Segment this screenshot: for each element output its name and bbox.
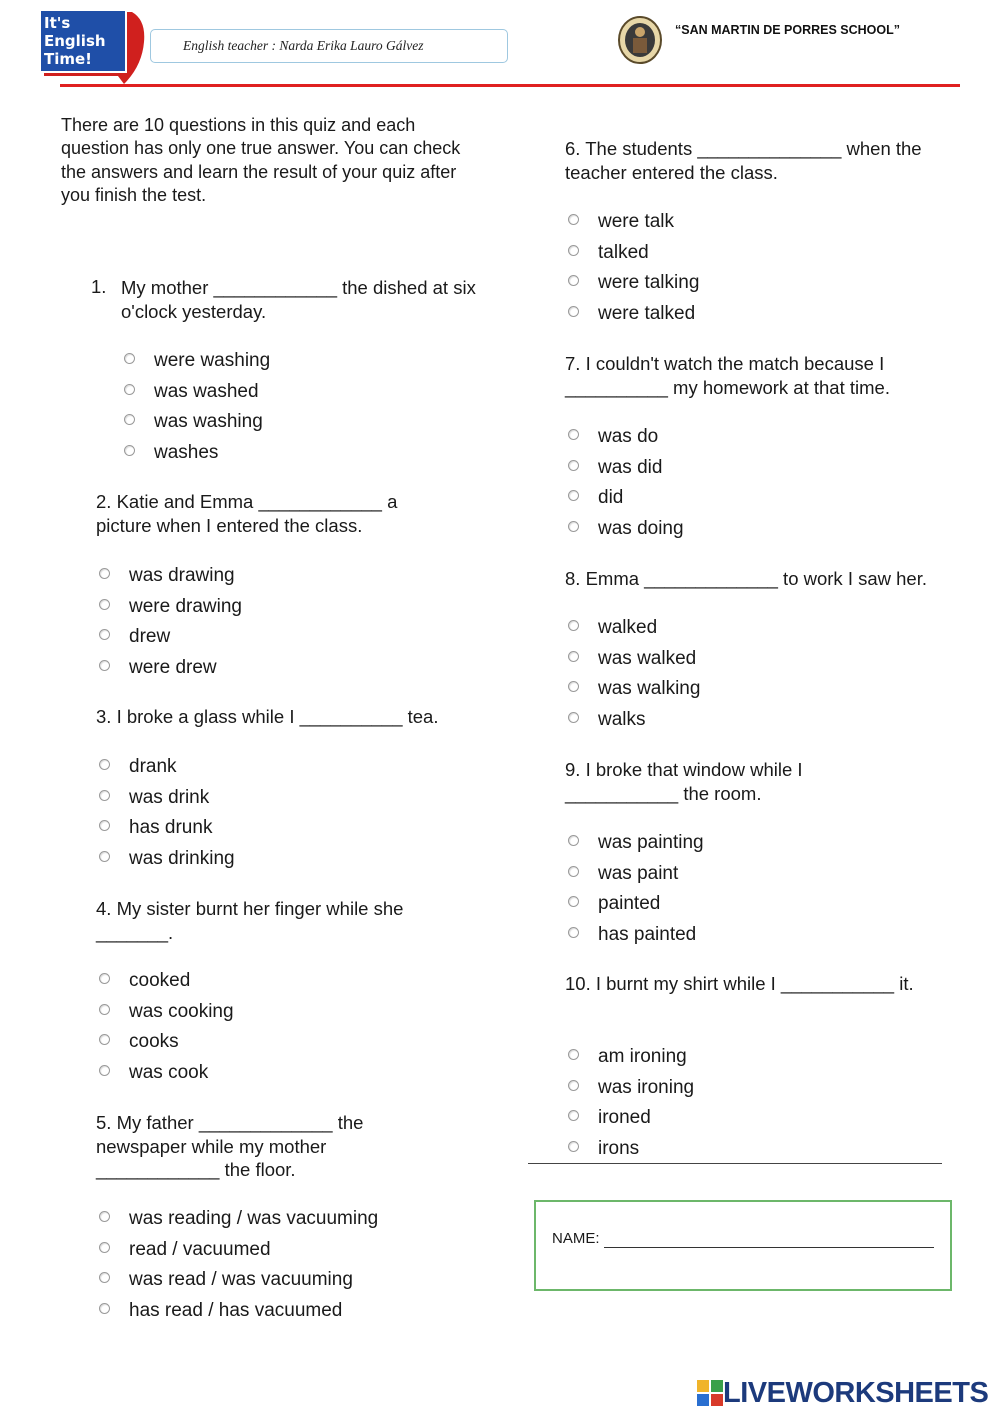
question-5-options: [99, 1208, 378, 1330]
question-8-options: [568, 617, 700, 739]
name-box: [534, 1200, 952, 1291]
radio-icon[interactable]: [99, 1272, 110, 1283]
header-divider: [60, 84, 960, 87]
option[interactable]: painted: [568, 893, 704, 924]
radio-icon[interactable]: [99, 759, 110, 770]
question-4-options: [99, 970, 234, 1092]
radio-icon[interactable]: [568, 275, 579, 286]
radio-icon[interactable]: [124, 414, 135, 425]
question-2-text: 2. Katie and Emma ____________ a picture when I entered the class.: [96, 491, 398, 536]
option[interactable]: washes: [124, 442, 270, 473]
radio-icon[interactable]: [568, 681, 579, 692]
radio-icon[interactable]: [568, 712, 579, 723]
option[interactable]: was drink: [99, 787, 235, 818]
svg-text:It's: It's: [44, 14, 71, 32]
radio-icon[interactable]: [568, 866, 579, 877]
radio-icon[interactable]: [99, 568, 110, 579]
option[interactable]: has painted: [568, 924, 704, 955]
option[interactable]: walked: [568, 617, 700, 648]
question-6-options: [568, 211, 699, 333]
option[interactable]: was ironing: [568, 1077, 694, 1108]
option[interactable]: were talking: [568, 272, 699, 303]
option[interactable]: was drinking: [99, 848, 235, 879]
option[interactable]: was washed: [124, 381, 270, 412]
option[interactable]: was doing: [568, 518, 684, 549]
liveworksheets-icon: [697, 1380, 723, 1406]
its-english-time-logo: [40, 10, 150, 86]
option[interactable]: were talked: [568, 303, 699, 334]
radio-icon[interactable]: [568, 620, 579, 631]
question-3-options: [99, 756, 235, 878]
option[interactable]: was paint: [568, 863, 704, 894]
option[interactable]: talked: [568, 242, 699, 273]
radio-icon[interactable]: [124, 445, 135, 456]
question-7: [565, 352, 935, 399]
option[interactable]: was walking: [568, 678, 700, 709]
school-seal-icon: [617, 15, 663, 65]
option[interactable]: were washing: [124, 350, 270, 381]
question-8-text: 8. Emma _____________ to work I saw her.: [565, 568, 927, 589]
radio-icon[interactable]: [568, 460, 579, 471]
question-7-text: 7. I couldn't watch the match because I __________ my homework at that time.: [565, 353, 890, 398]
option[interactable]: did: [568, 487, 684, 518]
option[interactable]: drank: [99, 756, 235, 787]
question-2-options: [99, 565, 242, 687]
radio-icon[interactable]: [99, 1211, 110, 1222]
radio-icon[interactable]: [568, 896, 579, 907]
radio-icon[interactable]: [99, 629, 110, 640]
option[interactable]: was read / was vacuuming: [99, 1269, 378, 1300]
option[interactable]: were drawing: [99, 596, 242, 627]
question-3: [96, 705, 496, 729]
radio-icon[interactable]: [568, 1110, 579, 1121]
radio-icon[interactable]: [568, 245, 579, 256]
question-6: [565, 137, 935, 184]
option[interactable]: was cooking: [99, 1001, 234, 1032]
question-9-options: [568, 832, 704, 954]
option[interactable]: has read / has vacuumed: [99, 1300, 378, 1331]
option[interactable]: was drawing: [99, 565, 242, 596]
radio-icon[interactable]: [99, 1034, 110, 1045]
question-1-options: [124, 350, 270, 472]
radio-icon[interactable]: [568, 521, 579, 532]
option[interactable]: was do: [568, 426, 684, 457]
option[interactable]: was did: [568, 457, 684, 488]
radio-icon[interactable]: [568, 1141, 579, 1152]
option[interactable]: drew: [99, 626, 242, 657]
teacher-name: English teacher : Narda Erika Lauro Gálvez: [183, 38, 424, 53]
svg-text:English: English: [44, 32, 106, 50]
liveworksheets-logo: [697, 1376, 988, 1410]
radio-icon[interactable]: [99, 1065, 110, 1076]
question-7-options: [568, 426, 684, 548]
option[interactable]: was cook: [99, 1062, 234, 1093]
option[interactable]: were drew: [99, 657, 242, 688]
option[interactable]: cooked: [99, 970, 234, 1001]
name-input[interactable]: [604, 1247, 934, 1248]
question-10-text: 10. I burnt my shirt while I ___________ it.: [565, 973, 914, 994]
option[interactable]: were talk: [568, 211, 699, 242]
option[interactable]: am ironing: [568, 1046, 694, 1077]
option[interactable]: has drunk: [99, 817, 235, 848]
option[interactable]: was walked: [568, 648, 700, 679]
svg-text:Time!: Time!: [44, 50, 93, 68]
radio-icon[interactable]: [99, 790, 110, 801]
question-4-text: 4. My sister burnt her finger while she _______.: [96, 898, 404, 943]
radio-icon[interactable]: [568, 1080, 579, 1091]
radio-icon[interactable]: [99, 1242, 110, 1253]
name-label: NAME:: [552, 1230, 600, 1247]
question-10-options: [568, 1046, 694, 1168]
option[interactable]: walks: [568, 709, 700, 740]
radio-icon[interactable]: [99, 1303, 110, 1314]
section-divider: [528, 1163, 942, 1164]
radio-icon[interactable]: [568, 429, 579, 440]
radio-icon[interactable]: [99, 660, 110, 671]
radio-icon[interactable]: [99, 599, 110, 610]
option[interactable]: was reading / was vacuuming: [99, 1208, 378, 1239]
question-6-text: 6. The students ______________ when the teacher entered the class.: [565, 138, 922, 183]
question-2: [96, 490, 456, 537]
question-8: [565, 567, 935, 591]
question-3-text: 3. I broke a glass while I __________ tea.: [96, 706, 439, 727]
radio-icon[interactable]: [99, 1004, 110, 1015]
question-9: [565, 758, 865, 805]
teacher-name-box: [150, 29, 508, 63]
radio-icon[interactable]: [568, 927, 579, 938]
quiz-instructions: There are 10 questions in this quiz and each question has only one true answer. You can check the answers and learn the result of your quiz after you finish the test.: [61, 115, 461, 205]
question-1: [121, 276, 481, 323]
radio-icon[interactable]: [99, 973, 110, 984]
question-10: [565, 972, 935, 996]
radio-icon[interactable]: [568, 1049, 579, 1060]
radio-icon[interactable]: [568, 651, 579, 662]
question-9-text: 9. I broke that window while I ___________ the room.: [565, 759, 803, 804]
option[interactable]: was washing: [124, 411, 270, 442]
radio-icon[interactable]: [568, 214, 579, 225]
option[interactable]: was painting: [568, 832, 704, 863]
option[interactable]: irons: [568, 1138, 694, 1169]
option[interactable]: cooks: [99, 1031, 234, 1062]
question-5-text: 5. My father _____________ the newspaper while my mother ____________ the floor.: [96, 1112, 364, 1180]
radio-icon[interactable]: [568, 835, 579, 846]
question-5: [96, 1111, 396, 1182]
radio-icon[interactable]: [568, 306, 579, 317]
brand-name: LIVEWORKSHEETS: [723, 1376, 989, 1409]
question-1-number: 1.: [91, 276, 107, 297]
radio-icon[interactable]: [124, 353, 135, 364]
question-1-text: My mother ____________ the dished at six o'clock yesterday.: [121, 277, 476, 322]
radio-icon[interactable]: [124, 384, 135, 395]
radio-icon[interactable]: [99, 851, 110, 862]
radio-icon[interactable]: [568, 490, 579, 501]
option[interactable]: read / vacuumed: [99, 1239, 378, 1270]
question-4: [96, 897, 456, 944]
school-name: “SAN MARTIN DE PORRES SCHOOL”: [675, 23, 901, 37]
option[interactable]: ironed: [568, 1107, 694, 1138]
radio-icon[interactable]: [99, 820, 110, 831]
